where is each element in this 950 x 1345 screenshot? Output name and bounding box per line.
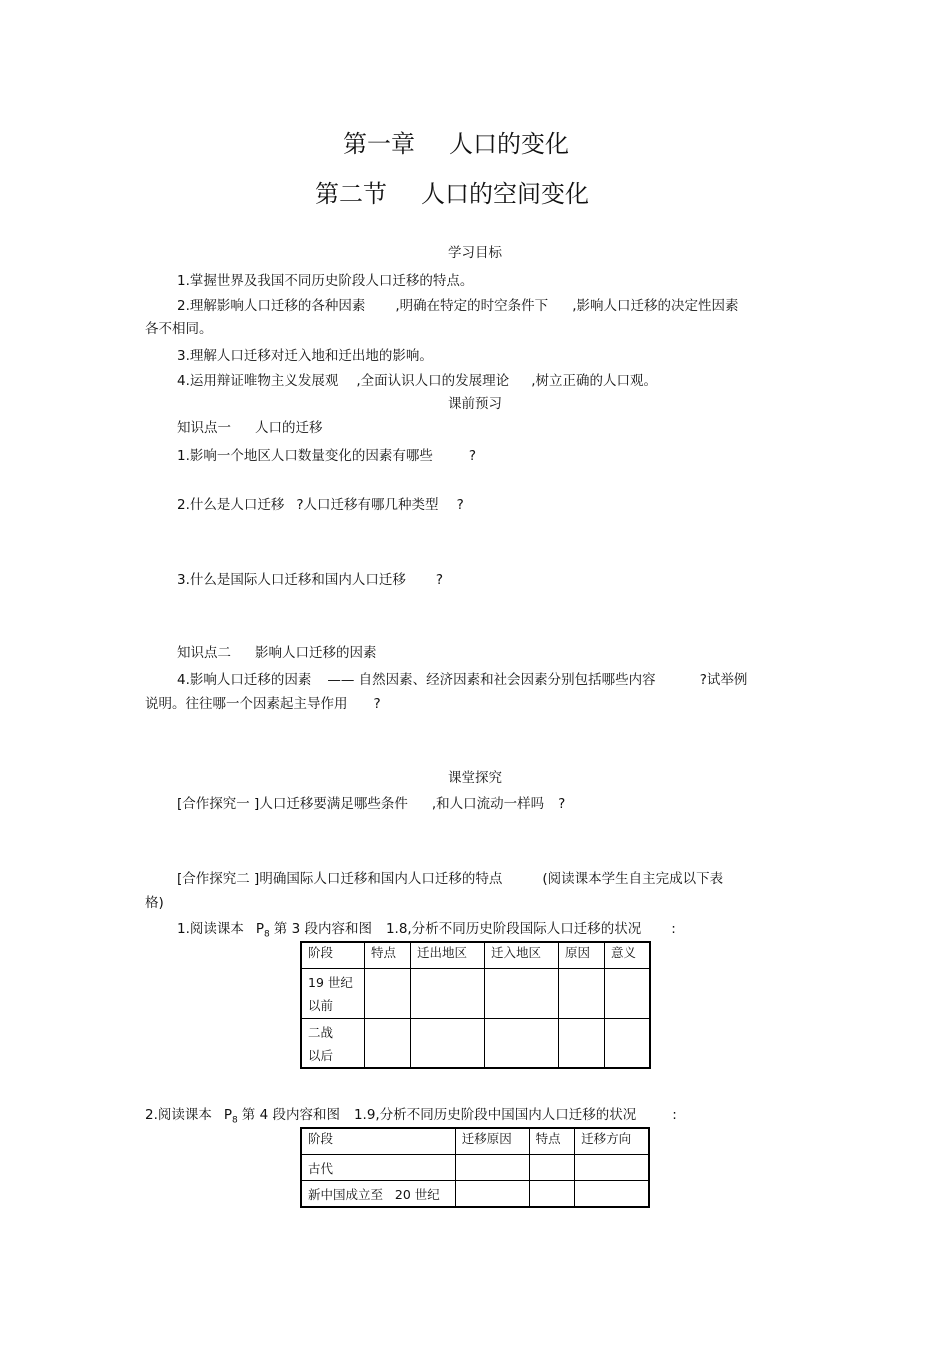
stage-cell: 二战 以后 <box>301 1018 365 1068</box>
empty-cell <box>411 1018 485 1068</box>
question-1: 1.影响一个地区人口数量变化的因素有哪些 ? <box>177 448 477 464</box>
table-header: 迁移原因 <box>455 1128 529 1154</box>
explore-heading: 课堂探究 <box>448 770 502 786</box>
chapter-title <box>343 124 569 159</box>
empty-cell <box>529 1154 575 1180</box>
table-header: 意义 <box>605 942 651 968</box>
table-header: 阶段 <box>301 942 365 968</box>
question-4: 4.影响人口迁移的因素 —— 自然因素、经济因素和社会因素分别包括哪些内容 ?试举例 <box>177 672 748 688</box>
objective-3: 3.理解人口迁移对迁入地和迁出地的影响。 <box>177 348 433 364</box>
empty-cell <box>559 1018 605 1068</box>
stage-cell: 古代 <box>301 1154 455 1180</box>
question-3: 3.什么是国际人口迁移和国内人口迁移 ? <box>177 572 444 588</box>
question-2: 2.什么是人口迁移 ?人口迁移有哪几种类型 ? <box>177 497 464 513</box>
cooperation-1: [合作探究一 ]人口迁移要满足哪些条件 ,和人口流动一样吗 ? <box>177 796 566 812</box>
table-header: 迁入地区 <box>485 942 559 968</box>
empty-cell <box>575 1180 649 1207</box>
empty-cell <box>455 1180 529 1207</box>
chapter-number: 第一章 <box>343 130 415 158</box>
international-migration-table <box>300 941 651 1069</box>
knowledge-point-2: 知识点二 影响人口迁移的因素 <box>177 645 377 661</box>
question-4-cont: 说明。往往哪一个因素起主导作用 ? <box>145 696 381 712</box>
empty-cell <box>485 1018 559 1068</box>
section-title <box>315 174 589 209</box>
empty-cell <box>411 968 485 1018</box>
knowledge-point-1: 知识点一 人口的迁移 <box>177 420 323 436</box>
empty-cell <box>365 1018 411 1068</box>
table-header: 阶段 <box>301 1128 455 1154</box>
objective-2: 2.理解影响人口迁移的各种因素 ,明确在特定的时空条件下 ,影响人口迁移的决定性因素 <box>177 298 739 314</box>
empty-cell <box>365 968 411 1018</box>
objectives-heading: 学习目标 <box>448 245 502 261</box>
empty-cell <box>605 968 651 1018</box>
objective-1: 1.掌握世界及我国不同历史阶段人口迁移的特点。 <box>177 273 474 289</box>
objective-4: 4.运用辩证唯物主义发展观 ,全面认识人口的发展理论 ,树立正确的人口观。 <box>177 373 657 389</box>
table-header: 迁移方向 <box>575 1128 649 1154</box>
cooperation-2-cont: 格) <box>145 895 164 911</box>
section-name: 人口的空间变化 <box>421 180 589 208</box>
empty-cell <box>559 968 605 1018</box>
section-number: 第二节 <box>315 180 387 208</box>
table-header: 特点 <box>529 1128 575 1154</box>
reading-task-2: 2.阅读课本 $P_8$ 第 4 段内容和图 1.9,分析不同历史阶段中国国内人口迁移的状况 : <box>145 1107 677 1126</box>
empty-cell <box>529 1180 575 1207</box>
domestic-migration-table <box>300 1127 650 1208</box>
stage-cell: 19 世纪 以前 <box>301 968 365 1018</box>
preview-heading: 课前预习 <box>448 396 502 412</box>
empty-cell <box>575 1154 649 1180</box>
reading-task-1: 1.阅读课本 $P_8$ 第 3 段内容和图 1.8,分析不同历史阶段国际人口迁移的状况 : <box>177 921 676 940</box>
cooperation-2: [合作探究二 ]明确国际人口迁移和国内人口迁移的特点 (阅读课本学生自主完成以下表 <box>177 871 724 887</box>
empty-cell <box>485 968 559 1018</box>
empty-cell <box>455 1154 529 1180</box>
table-header: 特点 <box>365 942 411 968</box>
stage-cell: 新中国成立至 20 世纪 <box>301 1180 455 1207</box>
table-row <box>301 968 650 1018</box>
table-header: 原因 <box>559 942 605 968</box>
table-row <box>301 1154 649 1180</box>
chapter-name: 人口的变化 <box>449 130 569 158</box>
empty-cell <box>605 1018 651 1068</box>
table-row <box>301 1018 650 1068</box>
table-row <box>301 1180 649 1207</box>
table-header: 迁出地区 <box>411 942 485 968</box>
objective-2-cont: 各不相同。 <box>145 321 213 337</box>
